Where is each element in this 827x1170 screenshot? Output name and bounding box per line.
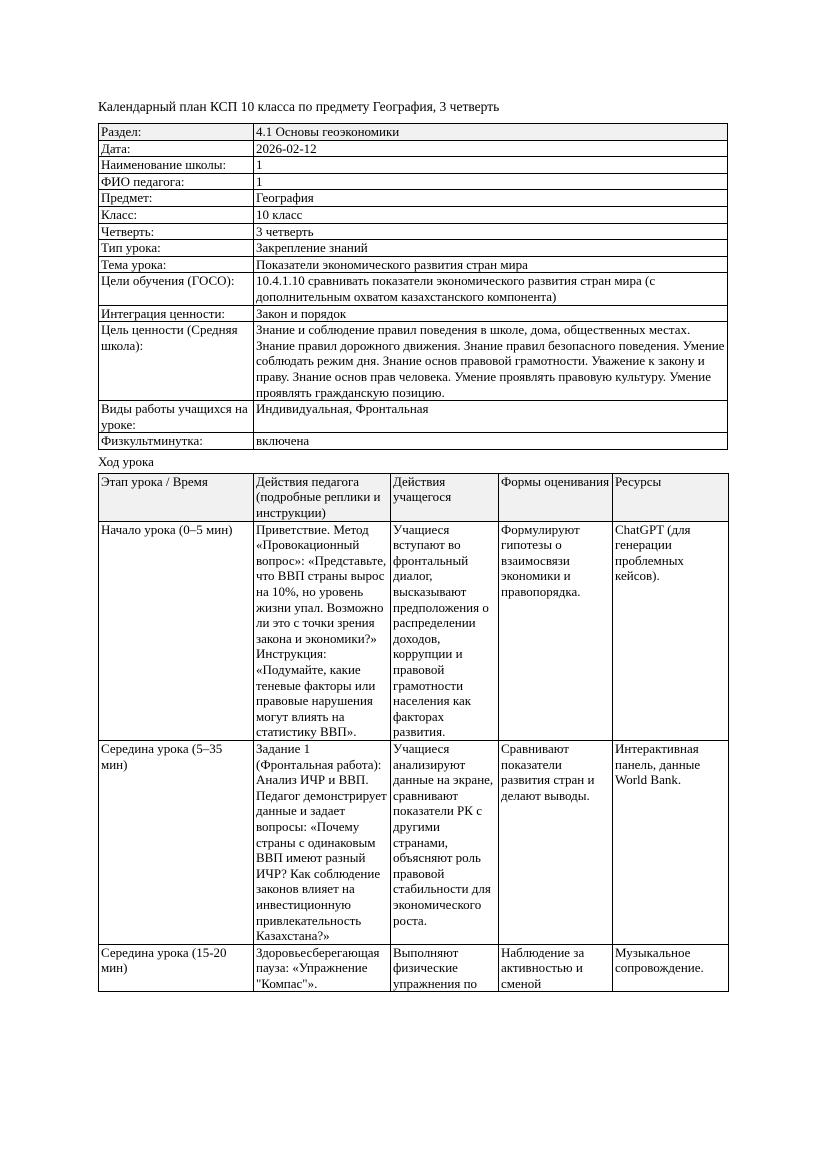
student-actions-cell: Выполняют физические упражнения по [391,944,499,992]
info-value: 10 класс [254,206,728,223]
info-row [99,433,728,450]
info-row [99,322,728,401]
lesson-table-header-row [99,473,729,521]
resources-cell: Интерактивная панель, данные World Bank. [613,740,729,944]
info-value: Закон и порядок [254,305,728,322]
info-row [99,240,728,257]
info-label: Класс: [99,206,254,223]
stage-cell: Начало урока (0–5 мин) [99,521,254,740]
info-label: Физкультминутка: [99,433,254,450]
info-row [99,124,728,141]
lesson-row [99,740,729,944]
info-label: Тип урока: [99,240,254,257]
column-header-resources: Ресурсы [613,473,729,521]
info-label: Виды работы учащихся на уроке: [99,401,254,433]
column-header-stage: Этап урока / Время [99,473,254,521]
info-label: Тема урока: [99,256,254,273]
info-value: Закрепление знаний [254,240,728,257]
info-row [99,401,728,433]
info-row [99,140,728,157]
info-value: География [254,190,728,207]
info-row [99,173,728,190]
info-row [99,157,728,174]
info-value: 10.4.1.10 сравнивать показатели экономического развития стран мира (с дополнительным охватом казахстанского компонента) [254,273,728,305]
info-label: Интеграция ценности: [99,305,254,322]
stage-cell: Середина урока (15-20 мин) [99,944,254,992]
info-row [99,305,728,322]
info-row [99,223,728,240]
info-row [99,206,728,223]
info-value: 1 [254,173,728,190]
info-value: включена [254,433,728,450]
column-header-student-actions: Действия учащегося [391,473,499,521]
assessment-cell: Сравнивают показатели развития стран и делают выводы. [499,740,613,944]
lesson-row [99,521,729,740]
info-value: 4.1 Основы геоэкономики [254,124,728,141]
info-table-body [99,124,728,450]
info-label: Предмет: [99,190,254,207]
info-row [99,256,728,273]
lesson-table [98,473,729,993]
info-row [99,190,728,207]
teacher-actions-cell: Задание 1 (Фронтальная работа): Анализ ИЧР и ВВП. Педагог демонстрирует данные и задает вопросы: «Почему страны с одинаковым ВВП имеют разный ИЧР? Как соблюдение законов влияет на инвестиционную привлекательность Казахстана?» [254,740,391,944]
info-label: ФИО педагога: [99,173,254,190]
info-value: 1 [254,157,728,174]
info-label: Дата: [99,140,254,157]
column-header-teacher-actions: Действия педагога (подробные реплики и инструкции) [254,473,391,521]
info-label: Раздел: [99,124,254,141]
student-actions-cell: Учащиеся анализируют данные на экране, сравнивают показатели РК с другими странами, объясняют роль правовой стабильности для экономического роста. [391,740,499,944]
lesson-row [99,944,729,992]
column-header-assessment: Формы оценивания [499,473,613,521]
page-title: Календарный план КСП 10 класса по предмету География, 3 четверть [98,99,500,114]
info-value: Знание и соблюдение правил поведения в школе, дома, общественных местах. Знание правил дорожного движения. Знание правил безопасного поведения. Умение соблюдать режим дня. Знание основ правовой грамотности. Уважение к закону и праву. Знание основ прав человека. Умение проявлять правовую культуру. Умение проявлять гражданскую позицию. [254,322,728,401]
info-value: Показатели экономического развития стран мира [254,256,728,273]
teacher-actions-cell: Здоровьесберегающая пауза: «Упражнение "Компас"». [254,944,391,992]
resources-cell: ChatGPT (для генерации проблемных кейсов). [613,521,729,740]
info-value: 3 четверть [254,223,728,240]
student-actions-cell: Учащиеся вступают во фронтальный диалог, высказывают предположения о распределении доходов, коррупции и правовой грамотности населения как факторах развития. [391,521,499,740]
info-label: Цель ценности (Средняя школа): [99,322,254,401]
info-label: Цели обучения (ГОСО): [99,273,254,305]
info-label: Четверть: [99,223,254,240]
info-value: Индивидуальная, Фронтальная [254,401,728,433]
info-value: 2026-02-12 [254,140,728,157]
info-label: Наименование школы: [99,157,254,174]
assessment-cell: Формулируют гипотезы о взаимосвязи экономики и правопорядка. [499,521,613,740]
info-row [99,273,728,305]
teacher-actions-cell: Приветствие. Метод «Провокационный вопрос»: «Представьте, что ВВП страны вырос на 10%, но уровень жизни упал. Возможно ли это с точки зрения закона и экономики?» Инструкция: «Подумайте, какие теневые факторы или правовые нарушения могут влиять на статистику ВВП». [254,521,391,740]
lesson-table-body [99,521,729,992]
section-heading: Ход урока [98,453,154,469]
resources-cell: Музыкальное сопровождение. [613,944,729,992]
info-table [98,123,728,450]
assessment-cell: Наблюдение за активностью и сменой [499,944,613,992]
stage-cell: Середина урока (5–35 мин) [99,740,254,944]
